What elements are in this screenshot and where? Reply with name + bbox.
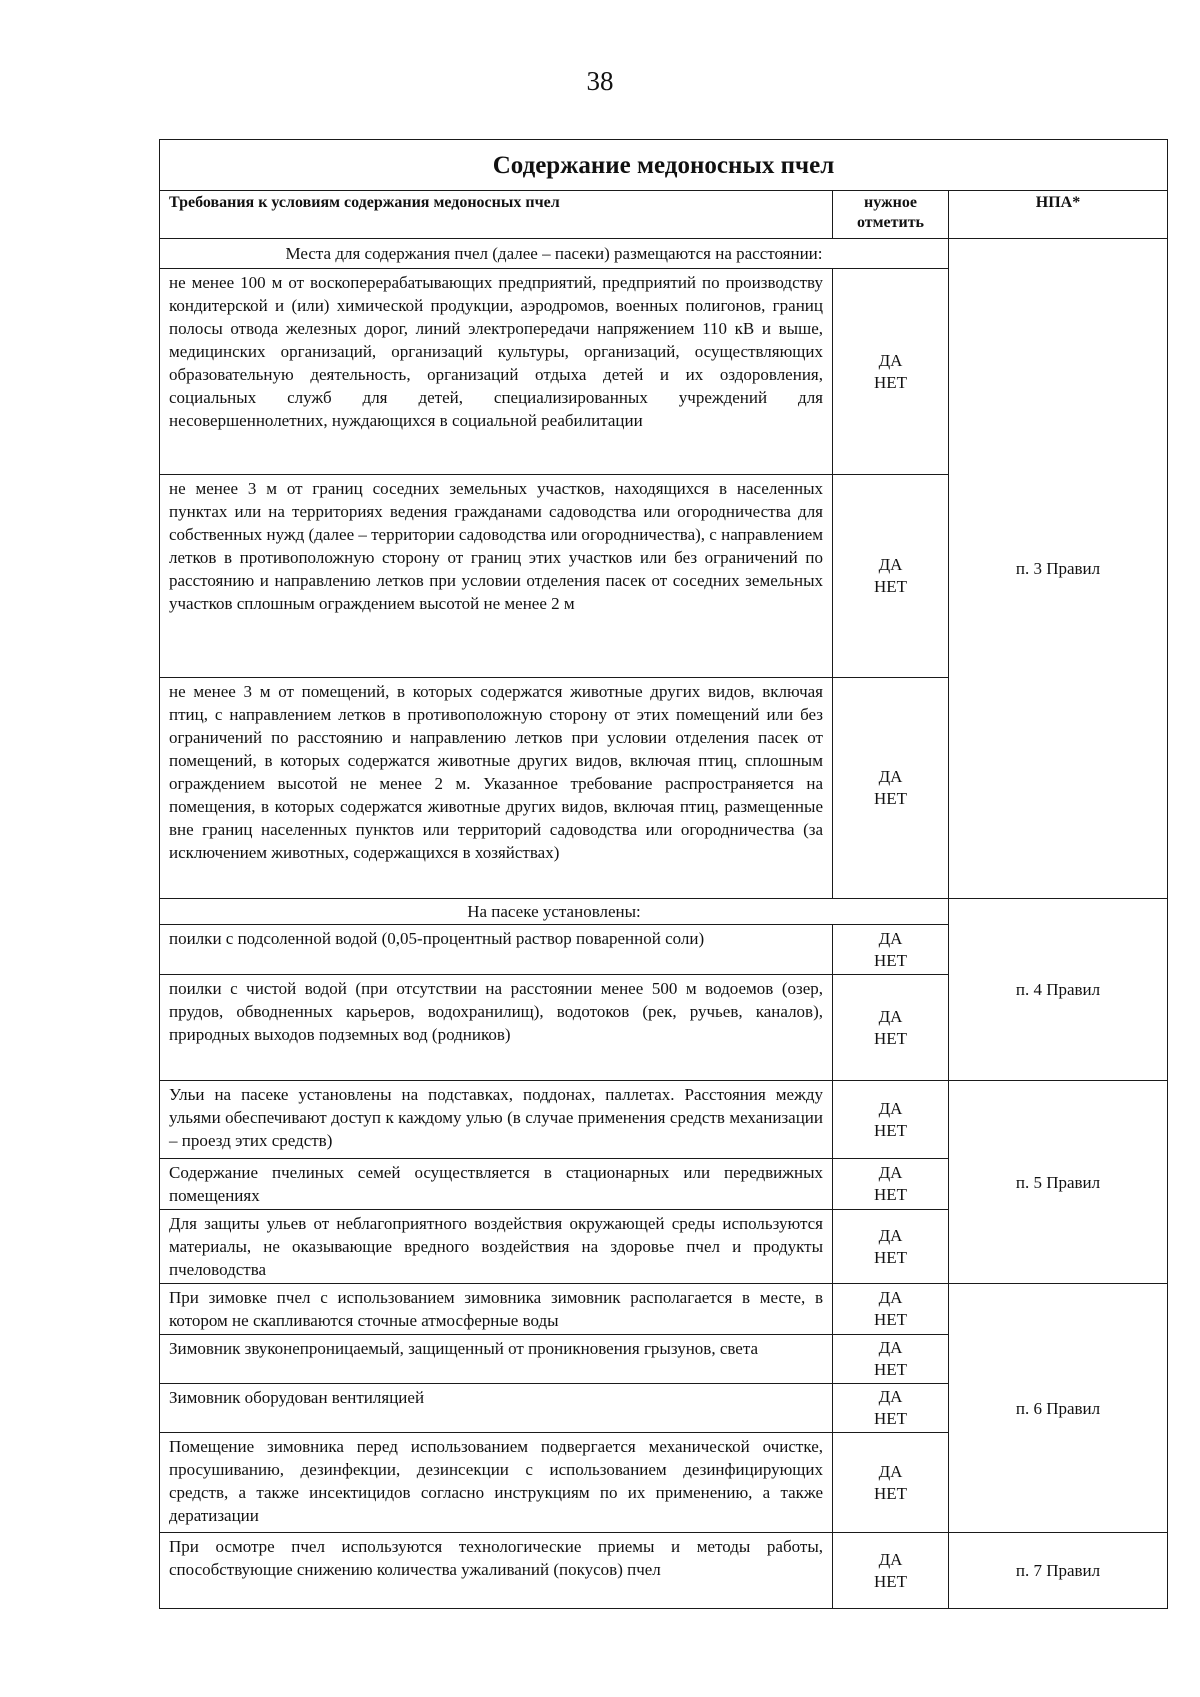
yes-no-choice[interactable] <box>833 925 949 975</box>
yes-option[interactable]: ДА <box>878 1288 903 1307</box>
yes-no-choice[interactable] <box>833 269 949 475</box>
yes-option[interactable]: ДА <box>878 1225 903 1245</box>
no-option[interactable]: НЕТ <box>873 1483 908 1503</box>
header-mark: нужное отметить <box>833 191 949 239</box>
requirement-text: поилки с подсоленной водой (0,05-процентный раствор поваренной соли) <box>160 925 833 975</box>
yes-option[interactable]: ДА <box>878 928 903 948</box>
yes-no-choice[interactable] <box>833 975 949 1081</box>
no-option[interactable]: НЕТ <box>873 950 908 970</box>
yes-no-choice[interactable] <box>833 1384 949 1433</box>
table-row <box>160 1284 1168 1335</box>
requirements-table <box>159 139 1168 1609</box>
yes-option[interactable]: ДА <box>878 1387 903 1406</box>
yes-option[interactable]: ДА <box>878 1338 903 1357</box>
yes-no-choice[interactable] <box>833 1284 949 1335</box>
npa-cell: п. 3 Правил <box>949 239 1168 899</box>
page-number: 38 <box>586 66 614 96</box>
section-row <box>160 899 1168 925</box>
yes-option[interactable]: ДА <box>878 350 903 370</box>
npa-cell: п. 7 Правил <box>949 1533 1168 1609</box>
requirement-text: Ульи на пасеке установлены на подставках, поддонах, паллетах. Расстояния между ульями обеспечивают доступ к каждому улью (в случае применения средств механизации – проезд этих средств) <box>160 1081 833 1159</box>
requirement-text: Зимовник оборудован вентиляцией <box>160 1384 833 1433</box>
no-option[interactable]: НЕТ <box>873 1409 908 1428</box>
no-option[interactable]: НЕТ <box>873 789 908 808</box>
requirement-text: не менее 3 м от помещений, в которых содержатся животные других видов, включая птиц, с направлением летков в противоположную сторону от этих помещений или без ограничений по расстоянию и направлению летков при условии отделения пасек от помещений, в которых содержатся животные других видов, включая птиц, сплошным ограждением высотой не менее 2 м. Указанное требование распространяется на помещения, в которых содержатся животные других видов, включая птиц, размещенные вне границ населенных пунктов или территорий садоводства или огородничества (за исключением животных, содержащихся в хозяйствах) <box>160 678 833 899</box>
no-option[interactable]: НЕТ <box>873 372 908 392</box>
header-requirement: Требования к условиям содержания медоносных пчел <box>160 191 833 239</box>
requirement-text: При зимовке пчел с использованием зимовника зимовник располагается в месте, в котором не скапливаются сточные атмосферные воды <box>160 1284 833 1335</box>
yes-option[interactable]: ДА <box>878 1549 903 1569</box>
no-option[interactable]: НЕТ <box>873 1120 908 1140</box>
table-header-row <box>160 191 1168 239</box>
requirement-text: Зимовник звуконепроницаемый, защищенный от проникновения грызунов, света <box>160 1335 833 1384</box>
yes-no-choice[interactable] <box>833 475 949 678</box>
yes-no-choice[interactable] <box>833 1210 949 1284</box>
requirement-text: не менее 100 м от воскоперерабатывающих предприятий, предприятий по производству кондитерской и (или) химической продукции, аэродромов, военных полигонов, границ полосы отвода железных дорог, линий электропередачи напряжением 110 кВ и выше, медицинских организаций, организаций культуры, организаций, осуществляющих образовательную деятельность, организаций отдыха детей и их оздоровления, социальных служб для детей, специализированных учреждений для несовершеннолетних, нуждающихся в социальной реабилитации <box>160 269 833 475</box>
yes-no-choice[interactable] <box>833 1159 949 1210</box>
table-row <box>160 1081 1168 1159</box>
table-title-row <box>160 140 1168 191</box>
header-npa: НПА* <box>949 191 1168 239</box>
requirement-text: Для защиты ульев от неблагоприятного воздействия окружающей среды используются материалы, не оказывающие вредного воздействия на здоровье пчел и продукты пчеловодства <box>160 1210 833 1284</box>
yes-no-choice[interactable] <box>833 1335 949 1384</box>
yes-option[interactable]: ДА <box>878 1098 903 1118</box>
requirement-text: не менее 3 м от границ соседних земельных участков, находящихся в населенных пунктах или на территориях ведения гражданами садоводства или огородничества для собственных нужд (далее – территории садоводства или огородничества), с направлением летков в противоположную сторону от границ этих участков или без ограничений по расстоянию и направлению летков при условии отделения пасек от соседних земельных участков сплошным ограждением высотой не менее 2 м <box>160 475 833 678</box>
requirement-text: Содержание пчелиных семей осуществляется в стационарных или передвижных помещениях <box>160 1159 833 1210</box>
section-distances: Места для содержания пчел (далее – пасеки) размещаются на расстоянии: <box>160 239 949 269</box>
requirement-text: Помещение зимовника перед использованием подвергается механической очистке, просушиванию, дезинфекции, дезинсекции с использованием дезинфицирующих средств, а также инсектицидов согласно инструкциям по их применению, а также дератизации <box>160 1433 833 1533</box>
table-row <box>160 1533 1168 1609</box>
no-option[interactable]: НЕТ <box>873 577 908 596</box>
yes-option[interactable]: ДА <box>878 1006 903 1026</box>
yes-no-choice[interactable] <box>833 1433 949 1533</box>
yes-option[interactable]: ДА <box>878 767 903 786</box>
yes-option[interactable]: ДА <box>878 555 903 574</box>
no-option[interactable]: НЕТ <box>873 1185 908 1204</box>
npa-cell: п. 5 Правил <box>949 1081 1168 1284</box>
yes-option[interactable]: ДА <box>878 1461 903 1481</box>
yes-no-choice[interactable] <box>833 1081 949 1159</box>
requirement-text: поилки с чистой водой (при отсутствии на расстоянии менее 500 м водоемов (озер, прудов, обводненных карьеров, водохранилищ), водотоков (рек, ручьев, каналов), природных выходов подземных вод (родников) <box>160 975 833 1081</box>
npa-cell: п. 6 Правил <box>949 1284 1168 1533</box>
yes-no-choice[interactable] <box>833 678 949 899</box>
npa-cell: п. 4 Правил <box>949 899 1168 1081</box>
no-option[interactable]: НЕТ <box>873 1247 908 1267</box>
requirement-text: При осмотре пчел используются технологические приемы и методы работы, способствующие снижению количества ужаливаний (покусов) пчел <box>160 1533 833 1609</box>
no-option[interactable]: НЕТ <box>873 1310 908 1329</box>
section-row <box>160 239 1168 269</box>
no-option[interactable]: НЕТ <box>873 1571 908 1591</box>
no-option[interactable]: НЕТ <box>873 1028 908 1048</box>
section-apiary: На пасеке установлены: <box>160 899 949 925</box>
yes-no-choice[interactable] <box>833 1533 949 1609</box>
table-title: Содержание медоносных пчел <box>160 140 1168 191</box>
yes-option[interactable]: ДА <box>878 1163 903 1182</box>
no-option[interactable]: НЕТ <box>873 1360 908 1379</box>
